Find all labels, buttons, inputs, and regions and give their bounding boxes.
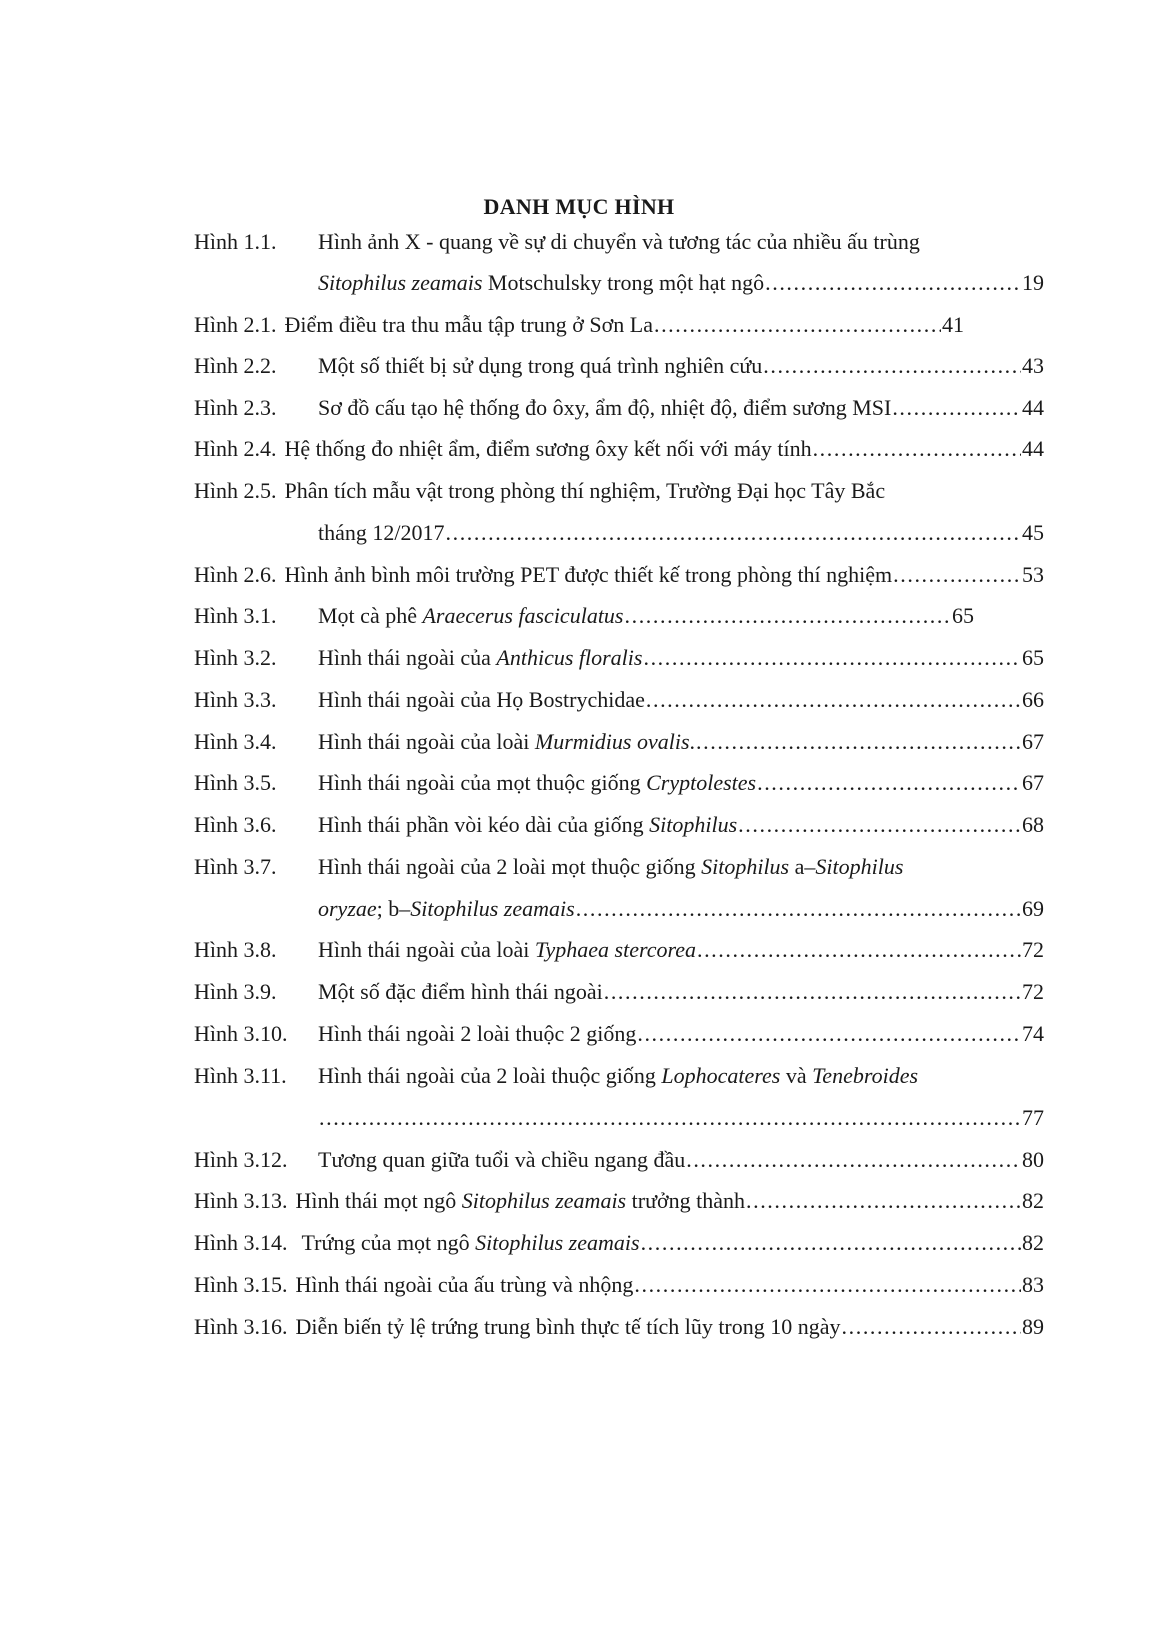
page-number: 53 xyxy=(1022,562,1044,587)
list-item xyxy=(194,434,1044,464)
list-item xyxy=(194,727,1044,757)
dot-leader xyxy=(604,977,1021,1007)
figure-label: Hình 3.5. xyxy=(194,770,277,795)
figure-label: Hình 3.3. xyxy=(194,687,277,712)
figure-caption: a– xyxy=(789,854,816,879)
figure-label: Hình 3.8. xyxy=(194,937,277,962)
figure-label: Hình 3.2. xyxy=(194,645,277,670)
list-item xyxy=(194,1145,1044,1175)
dot-leader xyxy=(634,1270,1021,1300)
dot-leader xyxy=(893,560,1021,590)
page-number: 82 xyxy=(1022,1230,1044,1255)
list-item xyxy=(194,852,1044,882)
page-number: 43 xyxy=(1022,353,1044,378)
figure-label: Hình 2.2. xyxy=(194,353,277,378)
species-name: Anthicus floralis xyxy=(496,645,643,670)
species-name: Murmidius ovalis xyxy=(534,729,690,754)
page-number: 65 xyxy=(1022,645,1044,670)
species-name: oryzae xyxy=(318,896,377,921)
figure-caption: Hình thái ngoài của loài xyxy=(318,729,535,754)
figure-caption: và xyxy=(780,1063,813,1088)
page-number: 67 xyxy=(1022,770,1044,795)
list-item xyxy=(194,393,1044,423)
figure-label: Hình 2.3. xyxy=(194,395,277,420)
figure-label: Hình 2.1. xyxy=(194,312,277,337)
dot-leader xyxy=(842,1312,1021,1342)
figure-label: Hình 3.1. xyxy=(194,603,277,628)
dot-leader xyxy=(765,268,1021,298)
list-item xyxy=(194,310,964,340)
list-item xyxy=(194,643,1044,673)
species-name: Sitophilus xyxy=(649,812,738,837)
figure-label: Hình 3.14. xyxy=(194,1230,288,1255)
figure-caption-suffix: trưởng thành xyxy=(626,1188,745,1213)
species-name: Sitophilus zeamais xyxy=(461,1188,627,1213)
list-item xyxy=(194,1186,1044,1216)
list-item xyxy=(194,1312,1044,1342)
figure-caption: Một số thiết bị sử dụng trong quá trình nghiên cứu xyxy=(318,353,763,378)
figure-caption: Tương quan giữa tuổi và chiều ngang đầu xyxy=(318,1147,686,1172)
list-item xyxy=(194,977,1044,1007)
list-item-continuation xyxy=(318,518,1044,548)
figure-caption: Diễn biến tỷ lệ trứng trung bình thực tế tích lũy trong 10 ngày xyxy=(295,1314,841,1339)
figure-label: Hình 3.11. xyxy=(194,1063,287,1088)
figure-caption: Điểm điều tra thu mẫu tập trung ở Sơn La xyxy=(284,312,653,337)
list-item-continuation xyxy=(318,268,1044,298)
figure-caption: Hình thái ngoài của 2 loài thuộc giống xyxy=(318,1063,662,1088)
page-number: 45 xyxy=(1022,520,1044,545)
figure-label: Hình 3.16. xyxy=(194,1314,288,1339)
figure-caption: Trứng của mọt ngô xyxy=(301,1230,476,1255)
page-number: 65 xyxy=(952,603,974,628)
page-number: 72 xyxy=(1022,937,1044,962)
list-item xyxy=(194,1228,1044,1258)
figure-caption: Hình thái ngoài 2 loài thuộc 2 giống xyxy=(318,1021,637,1046)
figure-label: Hình 3.6. xyxy=(194,812,277,837)
figure-caption: Mọt cà phê xyxy=(318,603,423,628)
species-name: Lophocateres xyxy=(661,1063,781,1088)
dot-leader xyxy=(697,935,1021,965)
dot-leader xyxy=(757,768,1021,798)
figure-caption: Hình thái ngoài của Họ Bostrychidae xyxy=(318,687,645,712)
list-item xyxy=(194,560,1044,590)
figure-label: Hình 3.4. xyxy=(194,729,277,754)
figure-caption: Hình thái ngoài của 2 loài mọt thuộc giống xyxy=(318,854,702,879)
dot-leader xyxy=(746,1186,1021,1216)
dot-leader xyxy=(576,894,1021,924)
page-number: 72 xyxy=(1022,979,1044,1004)
figure-label: Hình 3.12. xyxy=(194,1147,288,1172)
figure-label: Hình 3.9. xyxy=(194,979,277,1004)
list-item xyxy=(194,1019,1044,1049)
figure-caption: Hình ảnh bình môi trường PET được thiết kế trong phòng thí nghiệm xyxy=(284,562,893,587)
figure-caption: tháng 12/2017 xyxy=(318,520,445,545)
page-number: 67 xyxy=(1022,729,1044,754)
species-name: Araecerus fasciculatus xyxy=(422,603,624,628)
list-item xyxy=(194,227,1044,257)
page-number: 19 xyxy=(1022,270,1044,295)
page-number: 44 xyxy=(1022,395,1044,420)
figure-label: Hình 3.13. xyxy=(194,1188,288,1213)
dot-leader xyxy=(654,310,941,340)
dot-leader xyxy=(319,1103,1021,1133)
figure-label: Hình 3.15. xyxy=(194,1272,288,1297)
dot-leader xyxy=(892,393,1021,423)
figure-caption-suffix: . xyxy=(689,729,696,754)
species-name: Sitophilus xyxy=(815,854,904,879)
list-item-continuation xyxy=(318,1103,1044,1133)
page-number: 68 xyxy=(1022,812,1044,837)
figure-caption: Hình thái mọt ngô xyxy=(295,1188,462,1213)
figure-caption: Hình thái ngoài của loài xyxy=(318,937,535,962)
figure-label: Hình 2.6. xyxy=(194,562,277,587)
figure-caption: Hệ thống đo nhiệt ẩm, điểm sương ôxy kết nối với máy tính xyxy=(284,436,812,461)
page-number: 44 xyxy=(1022,436,1044,461)
page-number: 82 xyxy=(1022,1188,1044,1213)
page-number: 89 xyxy=(1022,1314,1044,1339)
list-item xyxy=(194,768,1044,798)
dot-leader xyxy=(641,1228,1021,1258)
species-name: Typhaea stercorea xyxy=(534,937,696,962)
figure-caption: Một số đặc điểm hình thái ngoài xyxy=(318,979,603,1004)
list-item xyxy=(194,351,1044,381)
species-name: Sitophilus xyxy=(701,854,790,879)
dot-leader xyxy=(738,810,1021,840)
figure-caption: Hình thái ngoài của mọt thuộc giống xyxy=(318,770,647,795)
dot-leader xyxy=(646,685,1021,715)
page-number: 77 xyxy=(1022,1105,1044,1130)
dot-leader xyxy=(763,351,1021,381)
figure-caption: Sơ đồ cấu tạo hệ thống đo ôxy, ẩm độ, nhiệt độ, điểm sương MSI xyxy=(318,395,892,420)
list-item xyxy=(194,810,1044,840)
species-name: Sitophilus zeamais xyxy=(475,1230,640,1255)
list-item xyxy=(194,1061,1044,1091)
figure-caption: Hình thái phần vòi kéo dài của giống xyxy=(318,812,650,837)
species-name: Cryptolestes xyxy=(646,770,757,795)
dot-leader xyxy=(686,1145,1021,1175)
figure-label: Hình 2.5. xyxy=(194,478,277,503)
species-name: Sitophilus zeamais xyxy=(318,270,483,295)
page-title: DANH MỤC HÌNH xyxy=(483,194,675,219)
page-number: 74 xyxy=(1022,1021,1044,1046)
figure-caption: Hình ảnh X - quang về sự di chuyển và tương tác của nhiều ấu trùng xyxy=(318,229,920,254)
page-number: 69 xyxy=(1022,896,1044,921)
dot-leader xyxy=(637,1019,1021,1049)
dot-leader xyxy=(813,434,1021,464)
figure-label: Hình 3.10. xyxy=(194,1021,288,1046)
page-number: 41 xyxy=(942,312,964,337)
list-item xyxy=(194,1270,1044,1300)
page-number: 83 xyxy=(1022,1272,1044,1297)
list-item-continuation xyxy=(318,894,1044,924)
figure-caption: Hình thái ngoài của ấu trùng và nhộng xyxy=(295,1272,634,1297)
list-item xyxy=(194,601,974,631)
dot-leader xyxy=(446,518,1022,548)
list-item xyxy=(194,685,1044,715)
list-item xyxy=(194,935,1044,965)
species-name: Sitophilus zeamais xyxy=(410,896,575,921)
list-item xyxy=(194,476,1044,506)
figure-label: Hình 2.4. xyxy=(194,436,277,461)
figure-label: Hình 1.1. xyxy=(194,229,277,254)
figure-caption: Hình thái ngoài của xyxy=(318,645,497,670)
dot-leader xyxy=(696,727,1021,757)
species-name: Tenebroides xyxy=(812,1063,919,1088)
dot-leader xyxy=(643,643,1021,673)
page-number: 80 xyxy=(1022,1147,1044,1172)
page-number: 66 xyxy=(1022,687,1044,712)
figure-caption: Motschulsky trong một hạt ngô xyxy=(482,270,765,295)
dot-leader xyxy=(625,601,952,631)
figure-label: Hình 3.7. xyxy=(194,854,277,879)
figure-caption: ; b– xyxy=(376,896,411,921)
figure-caption: Phân tích mẫu vật trong phòng thí nghiệm, Trường Đại học Tây Bắc xyxy=(284,478,886,503)
